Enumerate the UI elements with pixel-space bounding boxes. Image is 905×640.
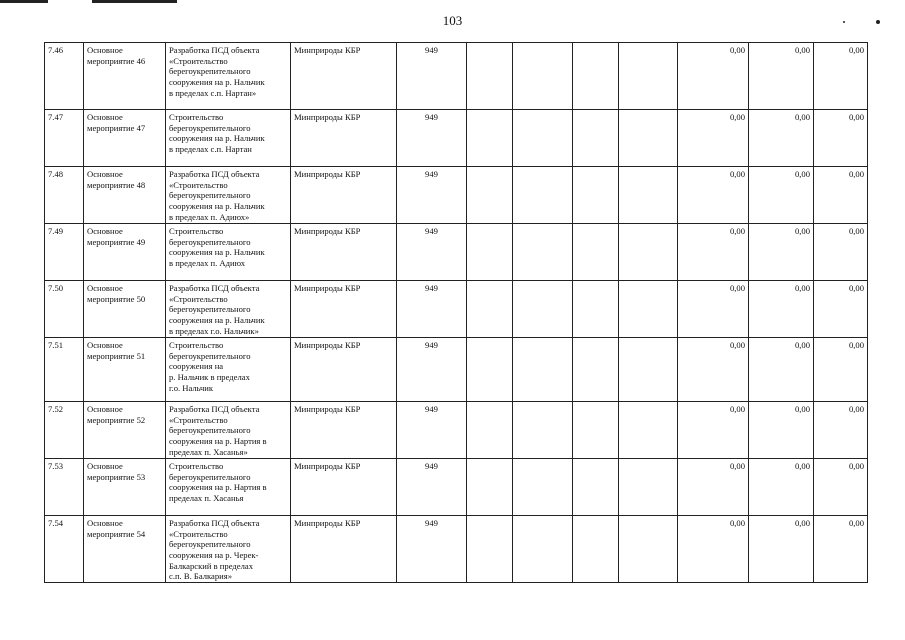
empty-cell bbox=[513, 516, 573, 583]
row-executor: Минприроды КБР bbox=[291, 516, 397, 583]
empty-cell bbox=[467, 43, 513, 110]
empty-cell bbox=[467, 402, 513, 459]
row-description-text: Строительство берегоукрепительного сооружения на р. Нальчик в пределах г.о. Нальчик bbox=[169, 340, 251, 393]
table-row bbox=[45, 402, 868, 459]
row-name-text: Основное мероприятие 46 bbox=[87, 45, 146, 66]
row-name-text: Основное мероприятие 51 bbox=[87, 340, 146, 361]
row-value-2: 0,00 bbox=[749, 110, 814, 167]
row-value-3: 0,00 bbox=[814, 338, 868, 402]
table-row bbox=[45, 281, 868, 338]
row-number: 7.46 bbox=[45, 43, 84, 110]
table-row bbox=[45, 110, 868, 167]
row-description-text: Разработка ПСД объекта «Строительство берегоукрепительного сооружения на р. Черек- Балкарский в пределах с.п. В. Балкария» bbox=[169, 518, 260, 582]
row-description bbox=[166, 459, 291, 516]
empty-cell bbox=[573, 110, 619, 167]
row-name bbox=[84, 516, 166, 583]
row-name-text: Основное мероприятие 53 bbox=[87, 461, 146, 482]
row-description bbox=[166, 167, 291, 224]
empty-cell bbox=[513, 224, 573, 281]
row-name bbox=[84, 167, 166, 224]
table-row bbox=[45, 167, 868, 224]
empty-cell bbox=[619, 459, 678, 516]
row-description bbox=[166, 516, 291, 583]
row-number: 7.50 bbox=[45, 281, 84, 338]
row-value-3: 0,00 bbox=[814, 402, 868, 459]
empty-cell bbox=[619, 402, 678, 459]
row-executor: Минприроды КБР bbox=[291, 402, 397, 459]
scan-artifact-dot bbox=[843, 21, 845, 23]
empty-cell bbox=[573, 224, 619, 281]
row-name-text: Основное мероприятие 48 bbox=[87, 169, 146, 190]
empty-cell bbox=[513, 338, 573, 402]
row-value-2: 0,00 bbox=[749, 338, 814, 402]
scan-mark-right bbox=[92, 0, 177, 3]
row-description-text: Разработка ПСД объекта «Строительство берегоукрепительного сооружения на р. Нартия в пределах п. Хасанья» bbox=[169, 404, 267, 457]
row-description bbox=[166, 402, 291, 459]
row-value-1: 0,00 bbox=[678, 402, 749, 459]
row-value-2: 0,00 bbox=[749, 402, 814, 459]
row-description-text: Строительство берегоукрепительного сооружения на р. Нальчик в пределах п. Адиюх bbox=[169, 226, 265, 268]
scan-edge-marks bbox=[0, 0, 180, 6]
empty-cell bbox=[467, 516, 513, 583]
empty-cell bbox=[573, 402, 619, 459]
row-value-2: 0,00 bbox=[749, 167, 814, 224]
row-executor: Минприроды КБР bbox=[291, 224, 397, 281]
row-name-text: Основное мероприятие 50 bbox=[87, 283, 146, 304]
table-row bbox=[45, 224, 868, 281]
row-number: 7.54 bbox=[45, 516, 84, 583]
row-name-text: Основное мероприятие 52 bbox=[87, 404, 146, 425]
row-code: 949 bbox=[397, 167, 467, 224]
row-value-3: 0,00 bbox=[814, 516, 868, 583]
row-description-text: Разработка ПСД объекта «Строительство берегоукрепительного сооружения на р. Нальчик в пределах п. Адиюх» bbox=[169, 169, 265, 222]
empty-cell bbox=[467, 224, 513, 281]
row-name bbox=[84, 110, 166, 167]
row-value-2: 0,00 bbox=[749, 43, 814, 110]
row-value-1: 0,00 bbox=[678, 167, 749, 224]
row-code: 949 bbox=[397, 224, 467, 281]
row-code: 949 bbox=[397, 459, 467, 516]
row-value-2: 0,00 bbox=[749, 459, 814, 516]
row-value-3: 0,00 bbox=[814, 110, 868, 167]
empty-cell bbox=[619, 281, 678, 338]
row-name-text: Основное мероприятие 54 bbox=[87, 518, 146, 539]
row-name bbox=[84, 459, 166, 516]
row-executor: Минприроды КБР bbox=[291, 110, 397, 167]
table-body bbox=[45, 43, 868, 583]
empty-cell bbox=[467, 459, 513, 516]
scan-mark-left bbox=[0, 0, 48, 3]
row-code: 949 bbox=[397, 338, 467, 402]
empty-cell bbox=[467, 281, 513, 338]
row-description-text: Строительство берегоукрепительного сооружения на р. Нартия в пределах п. Хасанья bbox=[169, 461, 267, 503]
row-value-1: 0,00 bbox=[678, 459, 749, 516]
empty-cell bbox=[573, 281, 619, 338]
empty-cell bbox=[573, 459, 619, 516]
row-name bbox=[84, 402, 166, 459]
row-value-2: 0,00 bbox=[749, 224, 814, 281]
empty-cell bbox=[513, 43, 573, 110]
row-description bbox=[166, 224, 291, 281]
row-name-text: Основное мероприятие 47 bbox=[87, 112, 146, 133]
row-value-1: 0,00 bbox=[678, 43, 749, 110]
row-code: 949 bbox=[397, 281, 467, 338]
empty-cell bbox=[513, 402, 573, 459]
empty-cell bbox=[619, 167, 678, 224]
row-number: 7.52 bbox=[45, 402, 84, 459]
row-description-text: Разработка ПСД объекта «Строительство берегоукрепительного сооружения на р. Нальчик в пределах с.п. Нартан» bbox=[169, 45, 265, 98]
row-value-1: 0,00 bbox=[678, 338, 749, 402]
row-number: 7.48 bbox=[45, 167, 84, 224]
scan-artifact-dot bbox=[876, 20, 880, 24]
empty-cell bbox=[573, 516, 619, 583]
row-value-3: 0,00 bbox=[814, 281, 868, 338]
empty-cell bbox=[619, 224, 678, 281]
empty-cell bbox=[619, 110, 678, 167]
row-code: 949 bbox=[397, 110, 467, 167]
row-executor: Минприроды КБР bbox=[291, 43, 397, 110]
row-description-text: Разработка ПСД объекта «Строительство берегоукрепительного сооружения на р. Нальчик в пределах г.о. Нальчик» bbox=[169, 283, 265, 336]
empty-cell bbox=[573, 167, 619, 224]
budget-table bbox=[44, 42, 868, 583]
row-value-3: 0,00 bbox=[814, 167, 868, 224]
empty-cell bbox=[513, 459, 573, 516]
row-name bbox=[84, 224, 166, 281]
row-description-text: Строительство берегоукрепительного сооружения на р. Нальчик в пределах с.п. Нартан bbox=[169, 112, 265, 154]
row-code: 949 bbox=[397, 402, 467, 459]
row-value-1: 0,00 bbox=[678, 516, 749, 583]
row-value-2: 0,00 bbox=[749, 281, 814, 338]
page-number: 103 bbox=[442, 13, 463, 28]
empty-cell bbox=[573, 338, 619, 402]
row-value-1: 0,00 bbox=[678, 281, 749, 338]
row-value-3: 0,00 bbox=[814, 224, 868, 281]
row-executor: Минприроды КБР bbox=[291, 281, 397, 338]
row-description bbox=[166, 110, 291, 167]
row-name bbox=[84, 43, 166, 110]
row-description bbox=[166, 338, 291, 402]
empty-cell bbox=[467, 167, 513, 224]
row-executor: Минприроды КБР bbox=[291, 459, 397, 516]
empty-cell bbox=[513, 110, 573, 167]
row-number: 7.53 bbox=[45, 459, 84, 516]
empty-cell bbox=[619, 338, 678, 402]
row-description bbox=[166, 281, 291, 338]
empty-cell bbox=[513, 281, 573, 338]
row-value-1: 0,00 bbox=[678, 110, 749, 167]
table-row bbox=[45, 516, 868, 583]
empty-cell bbox=[467, 110, 513, 167]
row-value-3: 0,00 bbox=[814, 43, 868, 110]
empty-cell bbox=[619, 43, 678, 110]
table-row bbox=[45, 338, 868, 402]
row-name bbox=[84, 338, 166, 402]
empty-cell bbox=[467, 338, 513, 402]
row-name bbox=[84, 281, 166, 338]
row-number: 7.49 bbox=[45, 224, 84, 281]
row-name-text: Основное мероприятие 49 bbox=[87, 226, 146, 247]
row-executor: Минприроды КБР bbox=[291, 167, 397, 224]
table-row bbox=[45, 459, 868, 516]
row-code: 949 bbox=[397, 516, 467, 583]
row-code: 949 bbox=[397, 43, 467, 110]
row-value-1: 0,00 bbox=[678, 224, 749, 281]
row-number: 7.51 bbox=[45, 338, 84, 402]
row-number: 7.47 bbox=[45, 110, 84, 167]
empty-cell bbox=[573, 43, 619, 110]
table-row bbox=[45, 43, 868, 110]
row-value-3: 0,00 bbox=[814, 459, 868, 516]
empty-cell bbox=[513, 167, 573, 224]
row-executor: Минприроды КБР bbox=[291, 338, 397, 402]
empty-cell bbox=[619, 516, 678, 583]
row-description bbox=[166, 43, 291, 110]
row-value-2: 0,00 bbox=[749, 516, 814, 583]
